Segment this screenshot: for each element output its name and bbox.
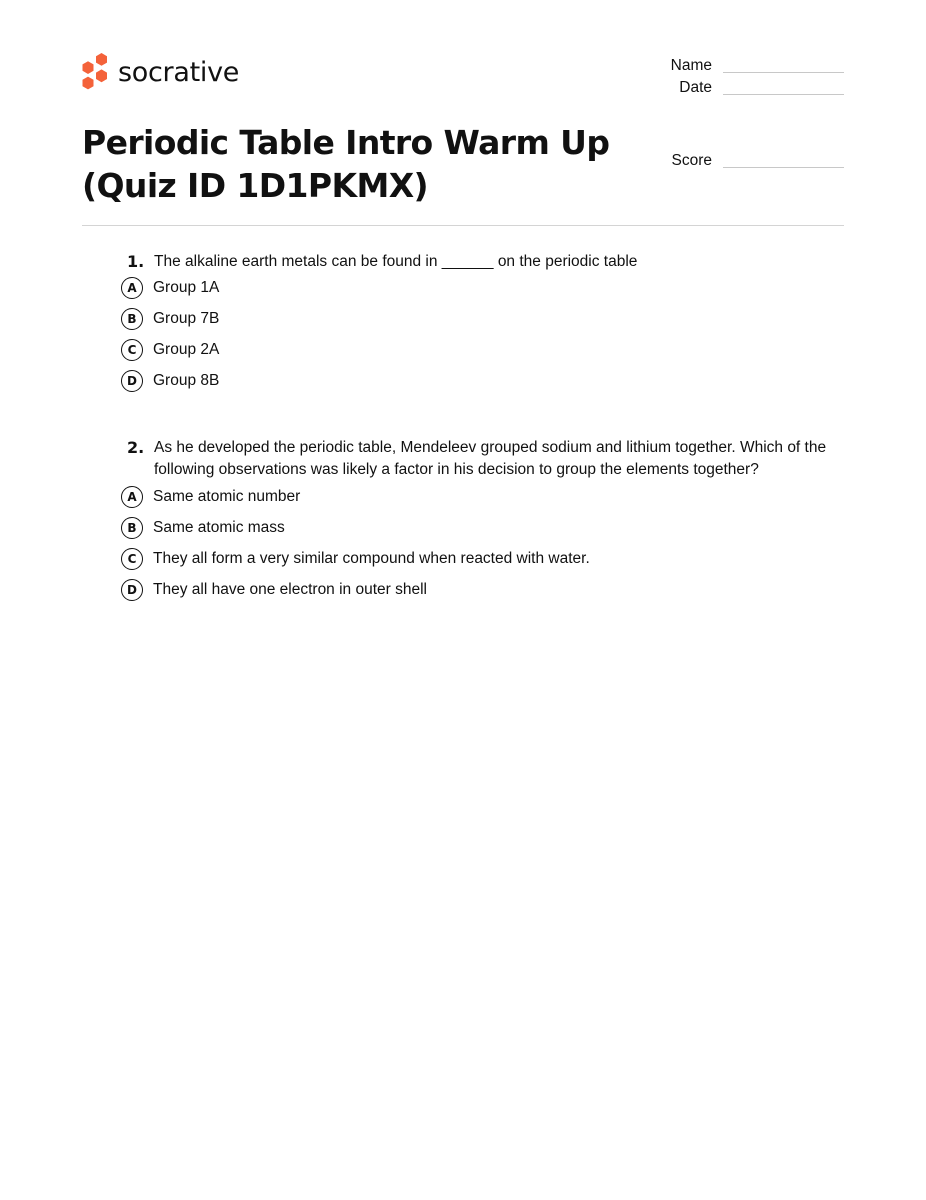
brand-name: socrative [118,56,240,88]
question-number: 1. [127,252,145,271]
choice-text: Group 2A [153,340,220,358]
choice-a[interactable] [121,272,836,303]
choice-letter-b-icon: B [121,308,143,330]
choice-text: Same atomic number [153,487,301,505]
name-label: Name [670,57,712,74]
choice-c[interactable] [121,543,836,574]
choice-text: Group 8B [153,371,220,389]
question-text: As he developed the periodic table, Mendeleev grouped sodium and lithium together. Which of the following observations was likely a factor in his decision to group the elements together? [154,439,827,478]
choice-letter-d-icon: D [121,579,143,601]
question-number: 2. [127,438,145,457]
question-2 [121,437,836,605]
choice-text: Group 7B [153,309,220,327]
choice-text: They all have one electron in outer shell [153,580,427,598]
title-line-2: (Quiz ID 1D1PKMX) [82,166,429,205]
choice-list [121,272,836,396]
socrative-logo [81,52,239,90]
choice-letter-a-icon: A [121,486,143,508]
choice-letter-d-icon: D [121,370,143,392]
header-divider [82,225,844,226]
page-title [82,121,642,207]
hexagon-cluster-icon [81,52,109,90]
choice-a[interactable] [121,481,836,512]
choice-text: Group 1A [153,278,220,296]
choice-letter-c-icon: C [121,339,143,361]
name-field[interactable] [592,57,844,75]
date-blank-line[interactable] [723,94,844,95]
score-label: Score [671,152,712,169]
choice-letter-b-icon: B [121,517,143,539]
choice-text: Same atomic mass [153,518,285,536]
question-text: The alkaline earth metals can be found in ______ on the periodic table [154,253,638,270]
name-blank-line[interactable] [723,72,844,73]
choice-c[interactable] [121,334,836,365]
title-line-1: Periodic Table Intro Warm Up [82,123,610,162]
score-field[interactable] [592,152,844,170]
choice-text: They all form a very similar compound when reacted with water. [153,549,590,567]
choice-b[interactable] [121,303,836,334]
question-stem [121,437,836,481]
choice-letter-a-icon: A [121,277,143,299]
choice-d[interactable] [121,574,836,605]
choice-letter-c-icon: C [121,548,143,570]
choice-list [121,481,836,605]
choice-b[interactable] [121,512,836,543]
date-label: Date [679,79,712,96]
choice-d[interactable] [121,365,836,396]
question-stem [121,251,836,273]
score-blank-line[interactable] [723,167,844,168]
question-1 [121,251,836,396]
date-field[interactable] [592,79,844,97]
